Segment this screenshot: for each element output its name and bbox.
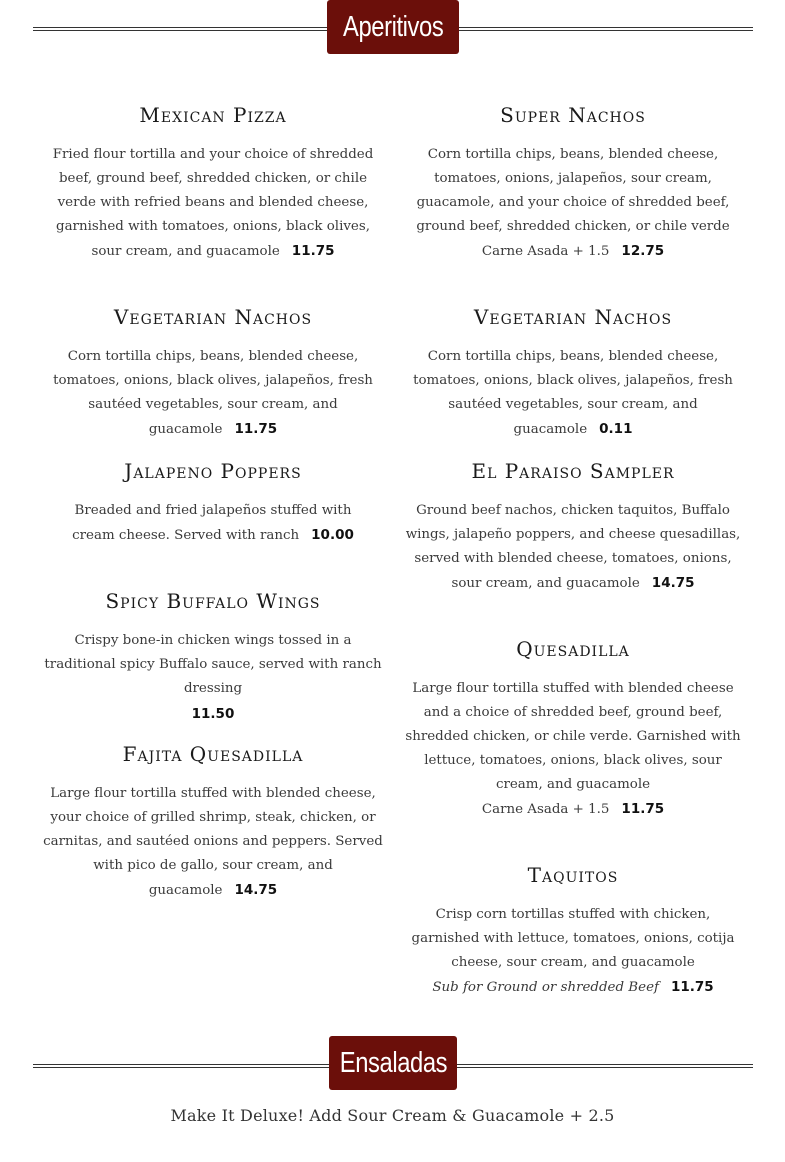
- item-description: Large flour tortilla stuffed with blended cheese, your choice of grilled shrimp, steak, chicken, or carnitas, and sautéed onions and peppers. Served with pico de gallo, sour cream, and guacamole 14.75: [43, 786, 383, 898]
- item-price: 11.50: [191, 706, 235, 722]
- item-name: Taquitos: [527, 863, 619, 887]
- menu-item-jalapeno-poppers: [43, 459, 383, 548]
- item-name: Super Nachos: [500, 103, 646, 127]
- item-description: Corn tortilla chips, beans, blended cheese, tomatoes, onions, jalapeños, sour cream, guacamole, and your choice of shredded beef, ground beef, shredded chicken, or chile verde: [416, 147, 730, 234]
- item-price: 0.11: [599, 421, 633, 437]
- item-extra: Carne Asada + 1.5 12.75: [481, 243, 665, 259]
- item-price: 11.75: [621, 801, 665, 817]
- deluxe-note: Make It Deluxe! Add Sour Cream & Guacamole + 2.5: [170, 1106, 615, 1125]
- item-price: 12.75: [621, 243, 665, 259]
- item-extra: Carne Asada + 1.5 11.75: [481, 801, 665, 817]
- menu-item-spicy-buffalo-wings: [43, 589, 383, 726]
- menu-item-vegetarian-nachos: [43, 305, 383, 442]
- item-name: Vegetarian Nachos: [473, 305, 673, 329]
- item-name: Fajita Quesadilla: [122, 742, 304, 766]
- section-title-badge: Aperitivos: [327, 0, 459, 54]
- menu-item-quesadilla: [403, 637, 743, 822]
- item-description: Breaded and fried jalapeños stuffed with cream cheese. Served with ranch 10.00: [72, 503, 354, 543]
- item-description: Crispy bone-in chicken wings tossed in a traditional spicy Buffalo sauce, served with ranch dressing: [44, 633, 382, 696]
- section-header-aperitivos: [33, 0, 753, 56]
- item-name: Quesadilla: [516, 637, 630, 661]
- item-name: Vegetarian Nachos: [113, 305, 313, 329]
- menu-item-fajita-quesadilla: [43, 742, 383, 903]
- item-price: 11.75: [670, 979, 714, 995]
- item-description: Ground beef nachos, chicken taquitos, Buffalo wings, jalapeño poppers, and cheese quesadillas, served with blended cheese, tomatoes, onions, sour cream, and guacamole 14.75: [405, 503, 741, 591]
- item-description: Fried flour tortilla and your choice of shredded beef, ground beef, shredded chicken, or chile verde with refried beans and blended cheese, garnished with tomatoes, onions, black olives, sour cream, and guacamole 11.75: [52, 147, 374, 259]
- item-description: Large flour tortilla stuffed with blended cheese and a choice of shredded beef, ground beef, shredded chicken, or chile verde. Garnished with lettuce, tomatoes, onions, black olives, sour cream, and guacamole: [405, 681, 741, 792]
- item-description: Corn tortilla chips, beans, blended cheese, tomatoes, onions, black olives, jalapeños, fresh sautéed vegetables, sour cream, and guacamole 11.75: [53, 349, 373, 437]
- item-price: 14.75: [651, 575, 695, 591]
- item-extra: [403, 975, 743, 1000]
- menu-item-super-nachos: [403, 103, 743, 264]
- item-name: Spicy Buffalo Wings: [105, 589, 321, 613]
- menu-item-taquitos: [403, 863, 743, 1000]
- section-title-badge: Ensaladas: [329, 1036, 457, 1090]
- menu-item-vegetarian-nachos-2: [403, 305, 743, 442]
- item-price: 10.00: [311, 527, 354, 543]
- item-price: 14.75: [234, 882, 278, 898]
- section-header-ensaladas: [33, 1036, 753, 1092]
- menu-item-mexican-pizza: [43, 103, 383, 264]
- item-name: Mexican Pizza: [139, 103, 287, 127]
- item-name: El Paraiso Sampler: [471, 459, 675, 483]
- menu-item-el-paraiso-sampler: [403, 459, 743, 596]
- item-name: Jalapeno Poppers: [124, 459, 302, 483]
- item-price: 11.75: [291, 243, 335, 259]
- item-price: 11.75: [234, 421, 278, 437]
- item-description: Corn tortilla chips, beans, blended cheese, tomatoes, onions, black olives, jalapeños, fresh sautéed vegetables, sour cream, and guacamole 0.11: [413, 349, 733, 437]
- item-note: Sub for Ground or shredded Beef: [432, 980, 659, 995]
- item-description: Crisp corn tortillas stuffed with chicken, garnished with lettuce, tomatoes, onions, cotija cheese, sour cream, and guacamole: [411, 907, 735, 970]
